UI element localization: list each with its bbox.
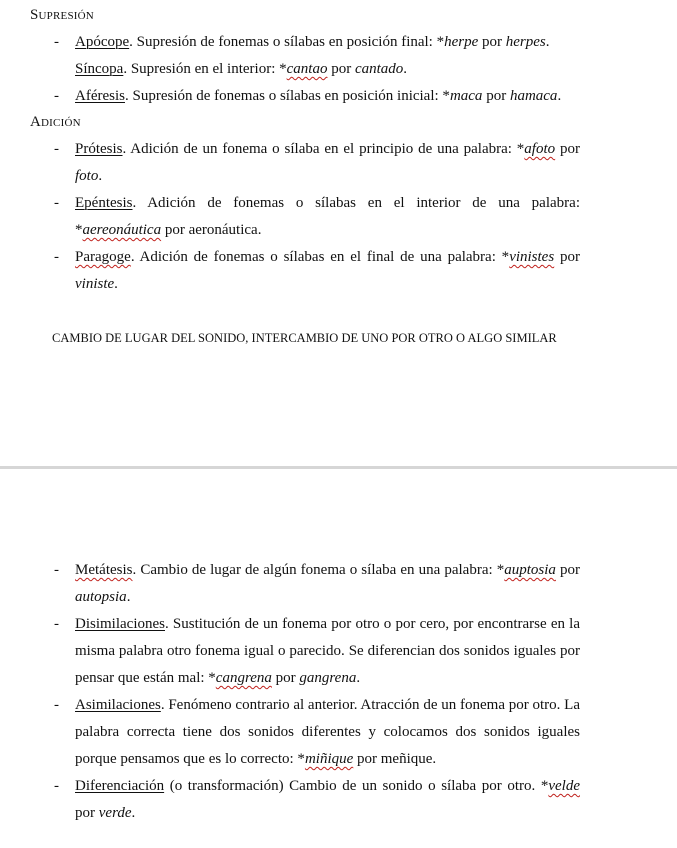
item-body	[75, 557, 580, 611]
term-apocope: Apócope	[75, 34, 130, 50]
document-page-2	[0, 469, 677, 848]
por-text: por	[554, 249, 580, 265]
bullet-dash: -	[54, 195, 59, 211]
definition-text: . Supresión en el interior: *	[123, 61, 287, 77]
list-item-aferesis	[54, 83, 580, 110]
term-asimilaciones: Asimilaciones	[75, 697, 161, 713]
list-item-diferenciacion	[54, 773, 580, 827]
por-text: por meñique.	[353, 751, 437, 767]
item-body	[75, 244, 580, 298]
correct-word: autopsia	[75, 589, 127, 605]
list-item-apocope	[54, 29, 580, 83]
period-text: .	[126, 589, 131, 605]
por-text: por	[555, 562, 580, 578]
item-body	[75, 136, 580, 190]
misspelled-word: aereonáutica	[82, 222, 162, 238]
period-text: .	[557, 88, 562, 104]
misspelled-word: velde	[548, 778, 580, 794]
correct-word: foto	[75, 168, 99, 184]
definition-text: . Fenómeno contrario al anterior. Atracción de un fonema por otro. La palabra correcta tiene dos sonidos diferentes y colocamos dos sonidos iguales porque pensamos que es lo correcto: *	[75, 697, 580, 767]
period-text: .	[356, 670, 361, 686]
period-text: .	[403, 61, 408, 77]
term-disimilaciones: Disimilaciones	[75, 616, 165, 632]
correct-word: hamaca	[509, 88, 558, 104]
definition-text: . Adición de fonemas o sílabas en el final de una palabra: *	[130, 249, 510, 265]
correct-word: verde	[98, 805, 132, 821]
misspelled-word: auptosia	[504, 562, 556, 578]
por-text: por	[271, 670, 300, 686]
por-text: por	[327, 61, 355, 77]
definition-text: . Adición de un fonema o sílaba en el principio de una palabra: *	[122, 141, 525, 157]
period-text: .	[98, 168, 103, 184]
por-text: por	[478, 34, 506, 50]
period-text: .	[131, 805, 136, 821]
period-text: .	[114, 276, 118, 292]
term-diferenciacion: Diferenciación	[75, 778, 165, 794]
por-text: por aeronáutica.	[161, 222, 262, 238]
correct-word: gangrena	[299, 670, 357, 686]
list-item-epentesis	[54, 190, 580, 244]
term-metatesis: Metátesis	[75, 562, 133, 578]
definition-text: . Supresión de fonemas o sílabas en posición inicial: *	[124, 88, 450, 104]
misspelled-word: cantao	[286, 61, 328, 77]
item-body	[75, 29, 580, 83]
definition-text: . Adición de fonemas o sílabas en el interior de una palabra: *	[75, 195, 580, 238]
bullet-dash: -	[54, 697, 59, 713]
bullet-dash: -	[54, 249, 59, 265]
incorrect-word: maca	[449, 88, 483, 104]
list-item-paragoge	[54, 244, 580, 298]
definition-text: . Supresión de fonemas o sílabas en posición final: *	[129, 34, 445, 50]
heading-supresion: Supresión	[30, 7, 94, 23]
term-paragoge: Paragoge	[75, 249, 131, 265]
term-aferesis: Aféresis	[75, 88, 125, 104]
heading-cambio-de-lugar: CAMBIO DE LUGAR DEL SONIDO, INTERCAMBIO DE UNO POR OTRO O ALGO SIMILAR	[52, 331, 557, 345]
por-text: por	[555, 141, 580, 157]
item-body	[75, 190, 580, 244]
definition-text: . Sustitución de un fonema por otro o por cero, por encontrarse en la misma palabra otro fonema igual o parecido. Se diferencian dos sonidos iguales por pensar que están mal: *	[75, 616, 580, 686]
bullet-dash: -	[54, 141, 59, 157]
item-body	[75, 83, 580, 110]
correct-word: herpes	[505, 34, 546, 50]
item-body	[75, 773, 580, 827]
bullet-dash: -	[54, 616, 59, 632]
bullet-dash: -	[54, 562, 59, 578]
bullet-dash: -	[54, 34, 59, 50]
list-item-metatesis	[54, 557, 580, 611]
definition-text: (o transformación) Cambio de un sonido o sílaba por otro. *	[164, 778, 549, 794]
por-text: por	[75, 805, 99, 821]
misspelled-word: vinistes	[509, 249, 555, 265]
misspelled-word: afoto	[524, 141, 556, 157]
list-item-disimilaciones	[54, 611, 580, 692]
bullet-dash: -	[54, 778, 59, 794]
bullet-dash: -	[54, 88, 59, 104]
list-item-protesis	[54, 136, 580, 190]
period-text: .	[545, 34, 550, 50]
definition-text: . Cambio de lugar de algún fonema o sílaba en una palabra: *	[132, 562, 505, 578]
term-sincopa: Síncopa	[75, 61, 124, 77]
term-epentesis: Epéntesis	[75, 195, 133, 211]
list-item-asimilaciones	[54, 692, 580, 773]
item-body	[75, 611, 580, 692]
heading-adicion: Adición	[30, 114, 81, 130]
correct-word: cantado	[354, 61, 404, 77]
incorrect-word: herpe	[444, 34, 479, 50]
misspelled-word: cangrena	[215, 670, 272, 686]
misspelled-word: miñique	[304, 751, 354, 767]
por-text: por	[482, 88, 510, 104]
item-body	[75, 692, 580, 773]
term-protesis: Prótesis	[75, 141, 123, 157]
correct-word: viniste	[75, 276, 115, 292]
